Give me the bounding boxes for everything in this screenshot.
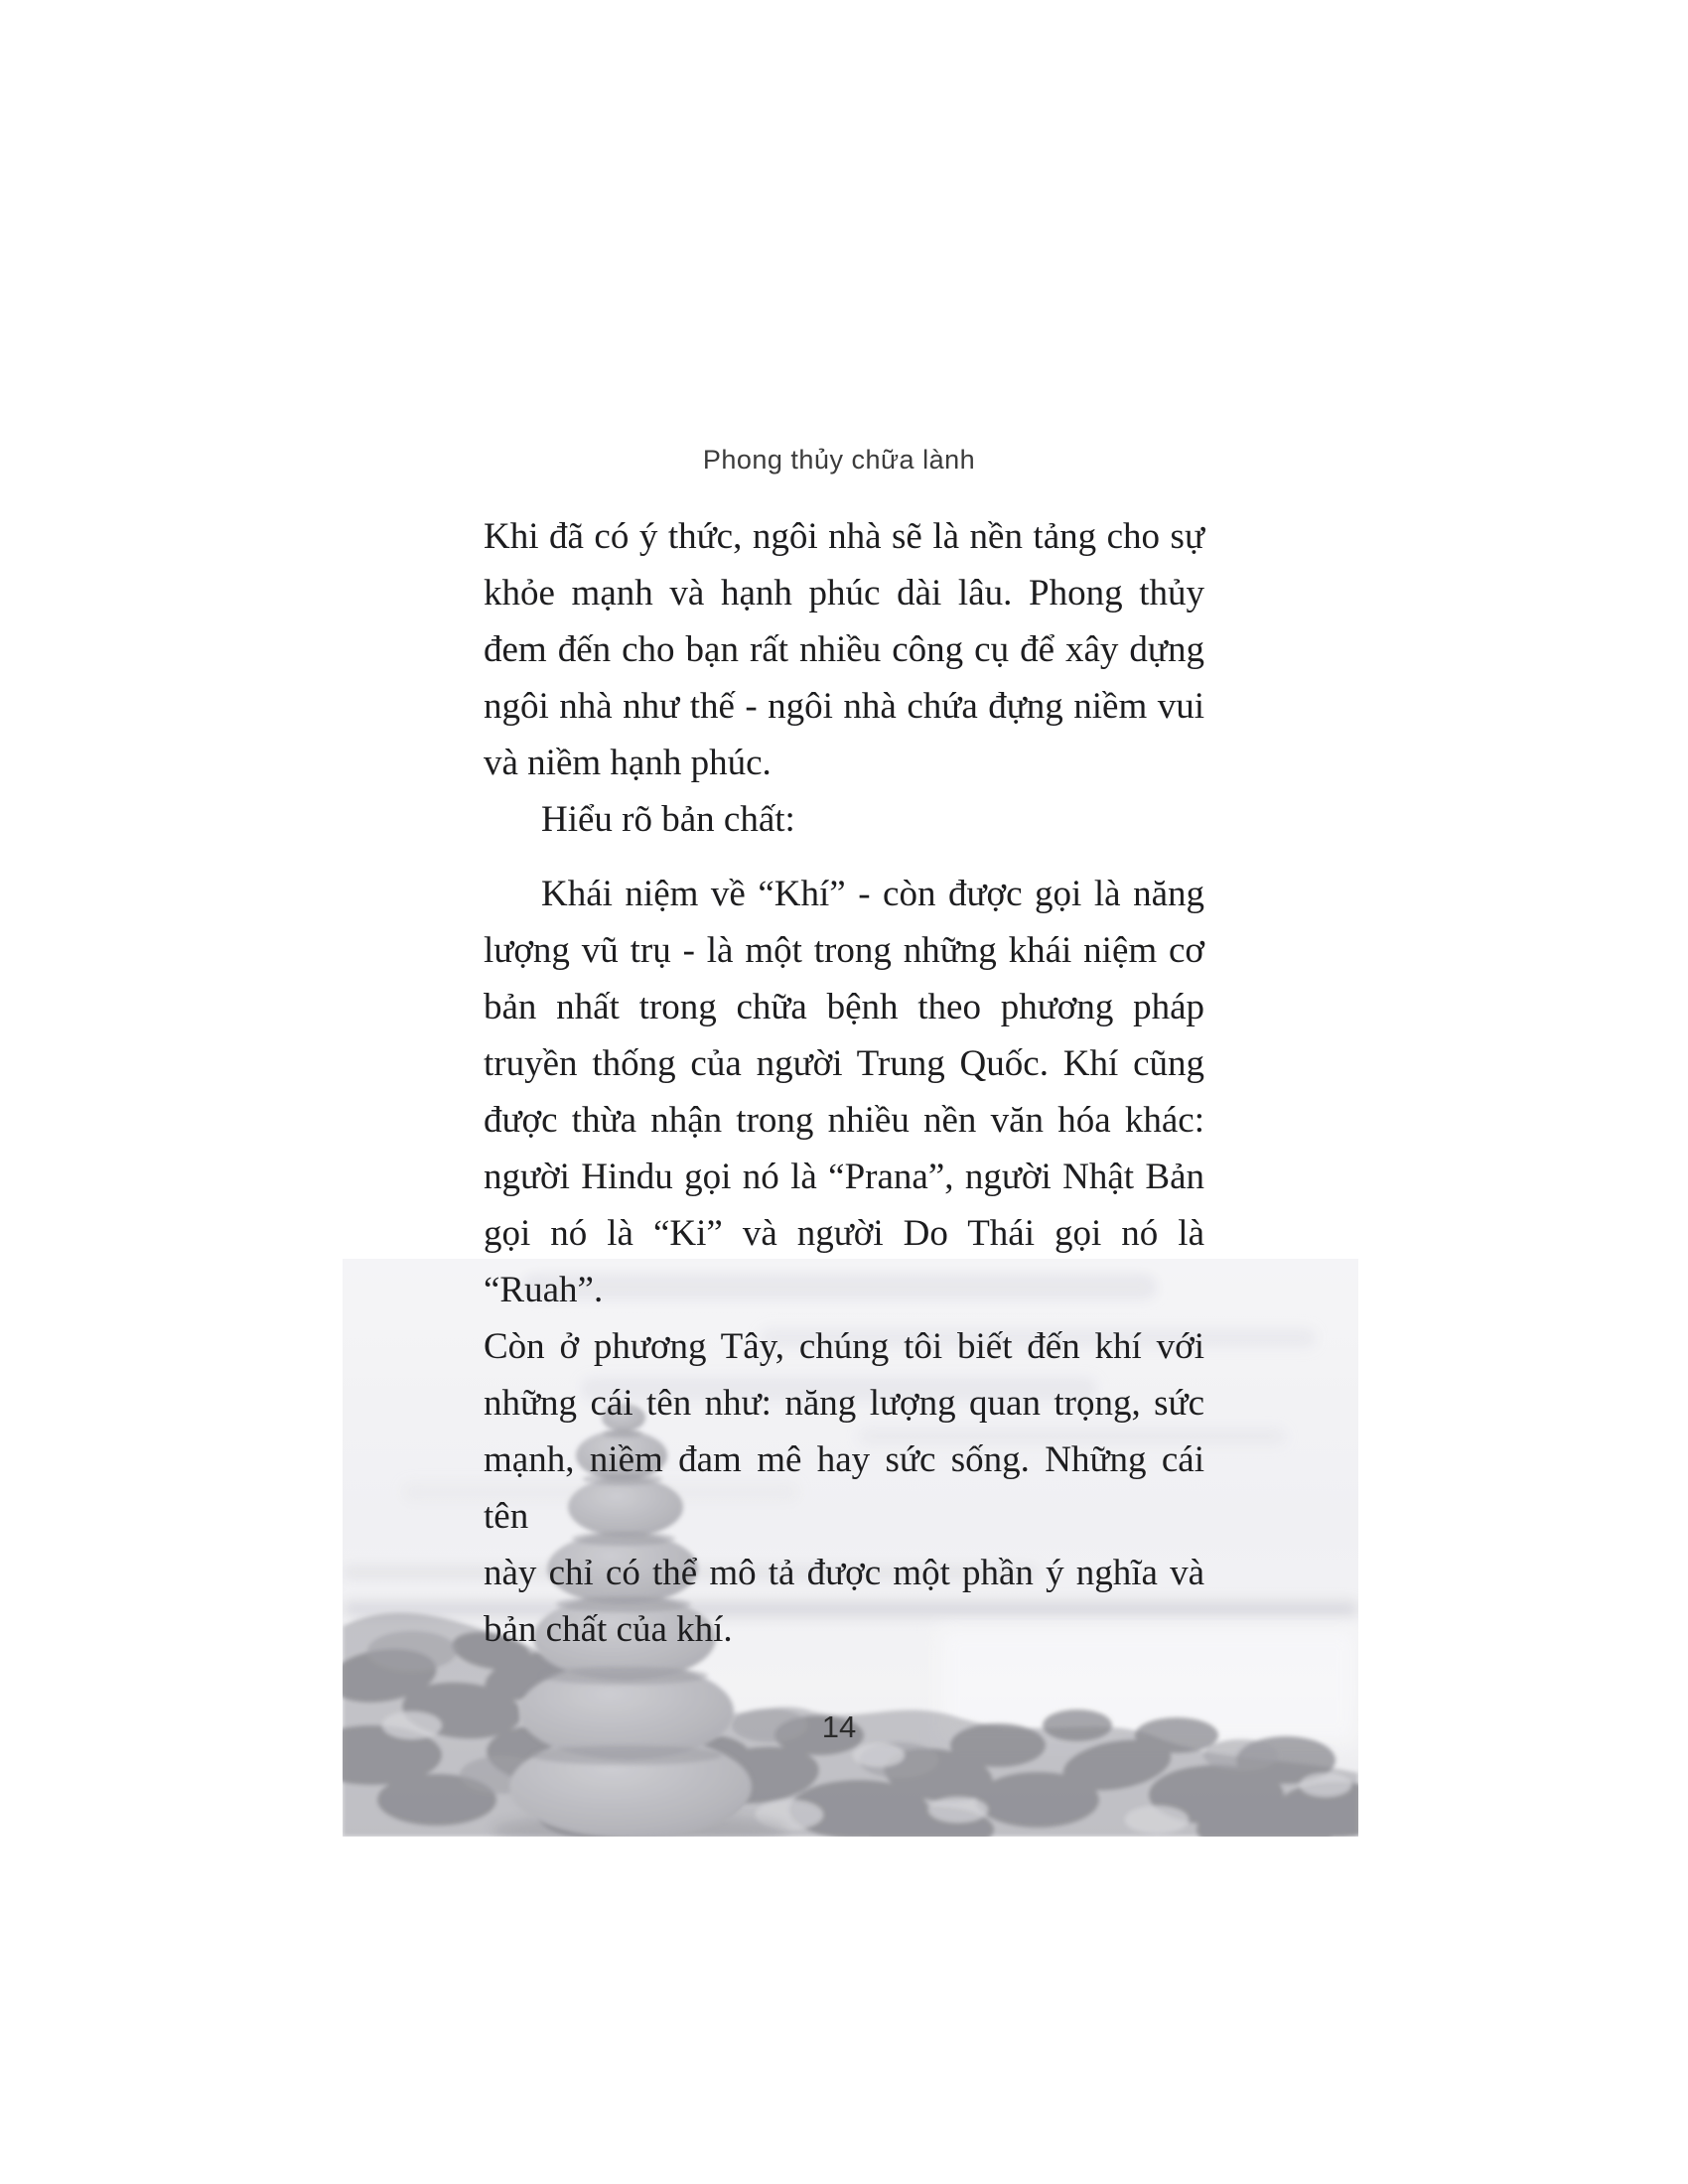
text-line: lượng vũ trụ - là một trong những khái niệm cơ <box>484 930 1204 971</box>
text-line: gọi nó là “Ki” và người Do Thái gọi nó là “Ruah”. <box>484 1213 1204 1310</box>
text-line: này chỉ có thể mô tả được một phần ý nghĩa và <box>484 1553 1204 1593</box>
paragraph <box>484 508 1204 791</box>
text-line: truyền thống của người Trung Quốc. Khí cũng <box>484 1043 1204 1084</box>
text-line: Khái niệm về “Khí” - còn được gọi là năng <box>541 874 1204 914</box>
text-line: những cái tên như: năng lượng quan trọng, sức <box>484 1383 1204 1424</box>
running-header: Phong thủy chữa lành <box>702 445 976 475</box>
paragraph <box>484 866 1204 1658</box>
page-number: 14 <box>821 1709 857 1744</box>
body-text <box>484 508 1204 1658</box>
text-line: mạnh, niềm đam mê hay sức sống. Những cái tên <box>484 1439 1204 1537</box>
text-line: Hiểu rõ bản chất: <box>541 799 795 840</box>
text-line: đem đến cho bạn rất nhiều công cụ để xây dựng <box>484 629 1204 670</box>
text-line: người Hindu gọi nó là “Prana”, người Nhật Bản <box>484 1157 1204 1197</box>
paragraph <box>484 791 1204 848</box>
text-line: được thừa nhận trong nhiều nền văn hóa khác: <box>484 1100 1204 1141</box>
text-line: và niềm hạnh phúc. <box>484 743 772 783</box>
text-line: ngôi nhà như thế - ngôi nhà chứa đựng niềm vui <box>484 686 1204 727</box>
text-line: bản chất của khí. <box>484 1609 733 1650</box>
text-line: Khi đã có ý thức, ngôi nhà sẽ là nền tảng cho sự <box>484 516 1204 557</box>
text-line: Còn ở phương Tây, chúng tôi biết đến khí với <box>484 1326 1204 1367</box>
text-line: bản nhất trong chữa bệnh theo phương pháp <box>484 987 1204 1027</box>
text-line: khỏe mạnh và hạnh phúc dài lâu. Phong thủy <box>484 573 1204 614</box>
